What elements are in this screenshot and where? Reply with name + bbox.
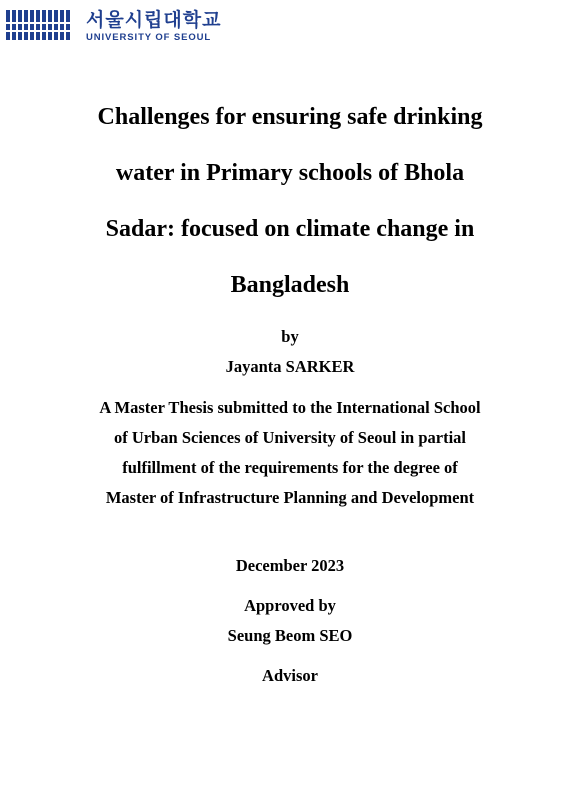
title-line-4: Bangladesh	[230, 272, 350, 298]
title-line-3: Sadar: focused on climate change in	[105, 216, 475, 242]
submission-line-4: Master of Infrastructure Planning and Development	[105, 488, 475, 507]
title-line-1: Challenges for ensuring safe drinking	[97, 104, 483, 130]
submission-line-2: of Urban Sciences of University of Seoul in partial	[114, 428, 466, 447]
university-logo	[6, 6, 222, 46]
logo-english-name: UNIVERSITY OF SEOUL	[86, 32, 212, 43]
submission-line-3: fulfillment of the requirements for the degree of	[122, 458, 458, 477]
approved-by-label: Approved by	[244, 596, 336, 615]
title-line-2: water in Primary schools of Bhola	[115, 160, 465, 186]
university-emblem-icon	[6, 8, 70, 42]
submission-line-1: A Master Thesis submitted to the International School	[99, 398, 481, 417]
advisor-name: Seung Beom SEO	[227, 626, 353, 645]
by-label: by	[281, 327, 299, 346]
thesis-date: December 2023	[235, 556, 345, 575]
author-name: Jayanta SARKER	[225, 357, 355, 376]
advisor-label: Advisor	[262, 666, 318, 685]
logo-korean-name: 서울시립대학교	[86, 9, 222, 31]
